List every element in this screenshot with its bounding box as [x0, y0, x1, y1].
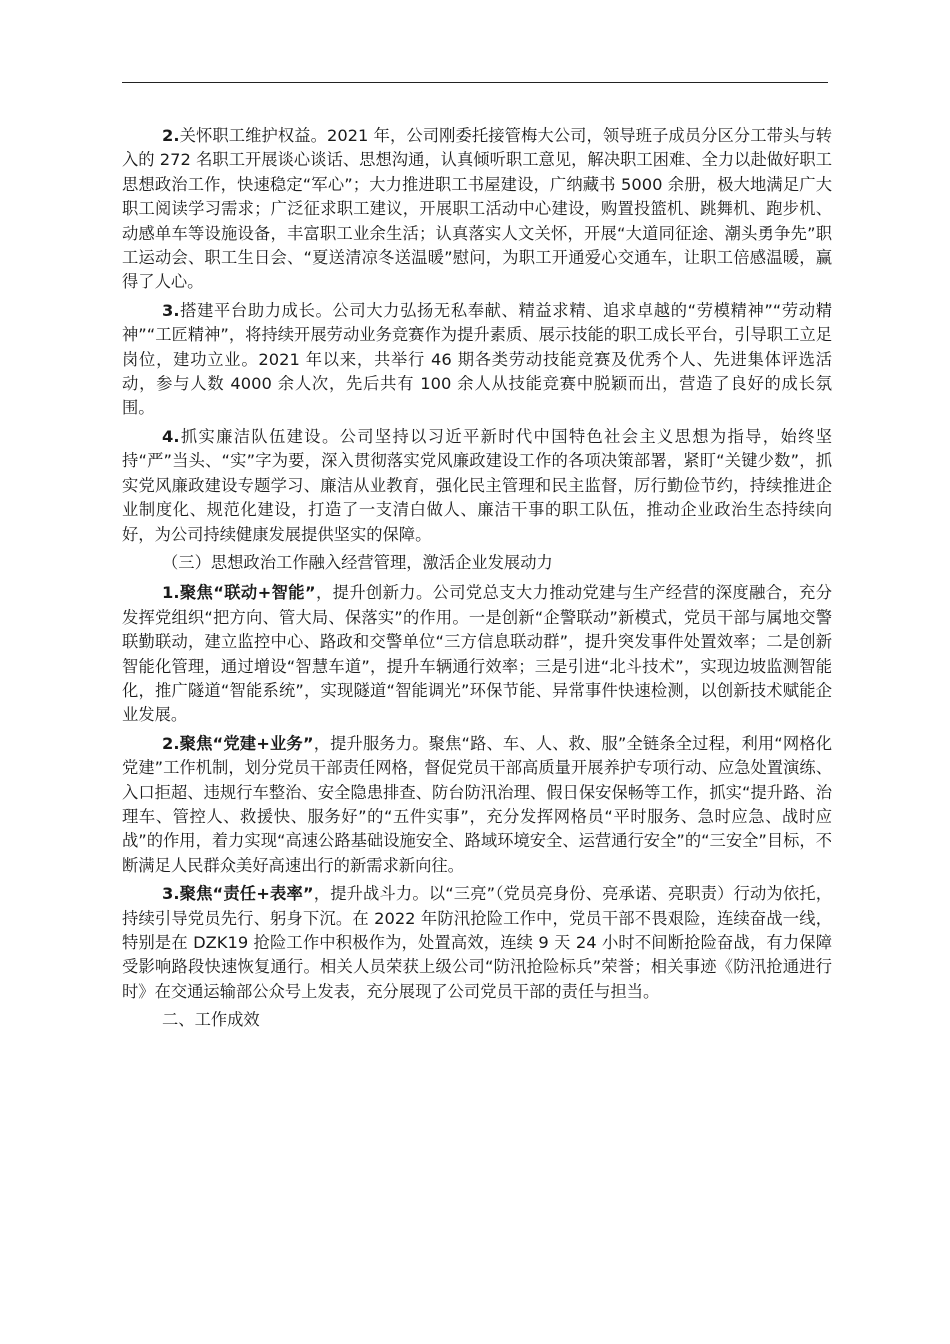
- header-rule: [122, 82, 828, 83]
- paragraph-integrity-team: [122, 425, 832, 547]
- paragraph-text: 关怀职工维护权益。2021 年，公司刚委托接管梅大公司，领导班子成员分区分工带头与转入的 272 名职工开展谈心谈话、思想沟通，认真倾听职工意见，解决职工困难、全力以赴做好职工思想政治工作，快速稳定“军心”；大力推进职工书屋建设，广纳藏书 5000 余册，极大地满足广大职工阅读学习需求；广泛征求职工建议，开展职工活动中心建设，购置投篮机、跳舞机、跑步机、动感单车等设施设备，丰富职工业余生活；认真落实人文关怀，开展“大道同征途、潮头勇争先”职工运动会、职工生日会、“夏送清凉冬送温暖”慰问，为职工开通爱心交通车，让职工倍感温暖，赢得了人心。: [122, 126, 832, 292]
- paragraph-text: 抓实廉洁队伍建设。公司坚持以习近平新时代中国特色社会主义思想为指导，始终坚持“严”当头、“实”字为要，深入贯彻落实党风廉政建设工作的各项决策部署，紧盯“关键少数”，抓实党风廉政建设专题学习、廉洁从业教育，强化民主管理和民主监督，厉行勤俭节约，持续推进企业制度化、规范化建设，打造了一支清白做人、廉洁干事的职工队伍，推动企业政治生态持续向好，为公司持续健康发展提供坚实的保障。: [122, 426, 832, 544]
- paragraph-number: 2.: [162, 126, 180, 145]
- paragraph-number: 1.: [162, 583, 180, 603]
- paragraph-growth-platform: [122, 299, 832, 421]
- paragraph-number: 2.: [162, 733, 180, 753]
- paragraph-bold-lead: 聚焦“责任+表率”: [179, 884, 314, 904]
- paragraph-number: 3.: [162, 884, 180, 904]
- paragraph-linkage-intelligence: [122, 581, 832, 727]
- paragraph-party-business: [122, 732, 832, 878]
- paragraph-bold-lead: 聚焦“联动+智能”: [179, 583, 316, 603]
- paragraph-text: ，提升创新力。公司党总支大力推动党建与生产经营的深度融合，充分发挥党组织“把方向、管大局、保落实”的作用。一是创新“企警联动”新模式，党员干部与属地交警联勤联动，建立监控中心、路政和交警单位“三方信息联动群”，提升突发事件处置效率；二是创新智能化管理，通过增设“智慧车道”，提升车辆通行效率；三是引进“北斗技术”，实现边坡监测智能化，推广隧道“智能系统”，实现隧道“智能调光”环保节能、异常事件快速检测，以创新技术赋能企业发展。: [122, 583, 833, 725]
- paragraph-care-workers: [122, 124, 832, 295]
- paragraph-text: ，提升战斗力。以“三亮”（党员亮身份、亮承诺、亮职责）行动为依托，持续引导党员先行、躬身下沉。在 2022 年防汛抢险工作中，党员干部不畏艰险，连续奋战一线，特别是在 DZK19 抢险工作中积极作为，处置高效，连续 9 天 24 小时不间断抢险奋战，有力保障受影响路段快速恢复通行。相关人员荣获上级公司“防汛抢险标兵”荣誉；相关事迹《防汛抢通进行时》在交通运输部公众号上发表，充分展现了公司党员干部的责任与担当。: [122, 884, 833, 1001]
- section-heading-3: （三）思想政治工作融入经营管理，激活企业发展动力: [162, 552, 553, 572]
- paragraph-bold-lead: 聚焦“党建+业务”: [179, 733, 314, 753]
- document-body: [122, 124, 832, 1039]
- section-heading-work-results: 二、工作成效: [162, 1010, 260, 1030]
- paragraph-responsibility-example: [122, 882, 832, 1004]
- paragraph-number: 3.: [162, 300, 180, 320]
- paragraph-number: 4.: [162, 426, 180, 446]
- paragraph-text: ，提升服务力。聚焦“路、车、人、救、服”全链条全过程，利用“网格化党建”工作机制，划分党员干部责任网格，督促党员干部高质量开展养护专项行动、应急处置演练、入口拒超、违规行车整治、安全隐患排查、防台防汛治理、假日保安保畅等工作，抓实“提升路、治理车、管控人、救援快、服务好”的“五件实事”，充分发挥网格员“平时服务、急时应急、战时应战”的作用，着力实现“高速公路基础设施安全、路域环境安全、运营通行安全”的“三安全”目标，不断满足人民群众美好高速出行的新需求新向往。: [122, 733, 833, 875]
- paragraph-text: 搭建平台助力成长。公司大力弘扬无私奉献、精益求精、追求卓越的“劳模精神”“劳动精神”“工匠精神”，将持续开展劳动业务竞赛作为提升素质、展示技能的职工成长平台，引导职工立足岗位，建功立业。2021 年以来，共举行 46 期各类劳动技能竞赛及优秀个人、先进集体评选活动，参与人数 4000 余人次，先后共有 100 余人从技能竞赛中脱颖而出，营造了良好的成长氛围。: [122, 300, 832, 418]
